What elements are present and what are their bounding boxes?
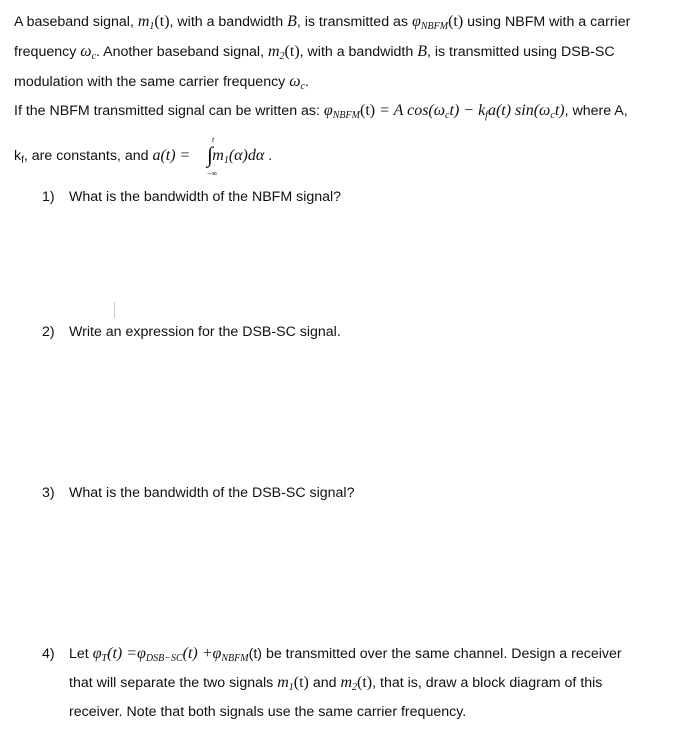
text: frequency: [14, 44, 77, 60]
intro-line-3: modulation with the same carrier frequency $\omega_c$.: [14, 73, 309, 92]
text: , is transmitted using DSB-SC: [426, 44, 615, 60]
integral-line: $k_f$, are constants, and $a(t) = m_1(\alpha)d\alpha$ .: [14, 147, 273, 166]
question-1-text: What is the bandwidth of the NBFM signal?: [69, 189, 342, 205]
text: using NBFM with a carrier: [467, 14, 631, 30]
m2-symbol: $m_2(t)$: [267, 43, 300, 62]
integral-sign: ∫: [207, 142, 214, 167]
question-4-number: 4): [42, 646, 55, 662]
omega-c-symbol: $\omega_c$: [289, 73, 305, 92]
integral-lower-limit: −∞: [207, 169, 218, 178]
text-cursor: [114, 302, 115, 318]
text: modulation with the same carrier frequency: [14, 74, 286, 90]
text: , with a bandwidth: [299, 44, 414, 60]
text: . Another baseband signal,: [96, 44, 265, 60]
question-2-text: Write an expression for the DSB-SC signal.: [69, 324, 341, 340]
question-1-number: 1): [42, 189, 55, 205]
question-4-line-2: that will separate the two signals $m_1(t)$ and $m_2(t)$, that is, draw a block diagram of this: [69, 674, 603, 693]
a-of-t: a(t) =: [152, 147, 191, 164]
question-3-text: What is the bandwidth of the DSB-SC signal?: [69, 485, 355, 501]
text: A baseband signal,: [14, 14, 134, 30]
text: , where A,: [564, 103, 628, 119]
question-4-line-1: Let $\varphi_T(t) =\varphi_{DSB-SC}(t) +\varphi_{NBFM}(t)$ be transmitted over the same channel. Design a receiver: [69, 645, 622, 664]
text: , is transmitted as: [296, 14, 409, 30]
bandwidth-symbol: B: [287, 13, 297, 30]
phi-nbfm-symbol: $\varphi_{NBFM}(t)$: [411, 13, 464, 32]
integral-upper-limit: t: [212, 135, 215, 144]
text: , with a bandwidth: [169, 14, 284, 30]
question-2-number: 2): [42, 324, 55, 340]
question-4-line-3: receiver. Note that both signals use the same carrier frequency.: [69, 704, 467, 720]
nbfm-equation-line: [14, 101, 628, 121]
intro-line-2: [14, 42, 615, 62]
m1-symbol: $m_1(t)$: [277, 674, 309, 693]
m2-symbol: $m_2(t)$: [340, 674, 373, 693]
m1-symbol: $m_1(t)$: [137, 13, 170, 32]
text: If the NBFM transmitted signal can be written as:: [14, 103, 320, 119]
nbfm-equation: $\varphi_{NBFM}(t) = A$ $\cos(\omega_ct) - k_fa(t)$ $\sin(\omega_ct)$: [323, 102, 565, 121]
integrand: $m_1(\alpha)d\alpha$: [212, 147, 265, 166]
omega-c-symbol: $\omega_c$: [80, 43, 97, 62]
question-3-number: 3): [42, 485, 55, 501]
text: , are constants, and: [23, 148, 149, 164]
phi-t-expression: $\varphi_T(t) =\varphi_{DSB-SC}(t) +\varphi_{NBFM}$: [92, 645, 249, 664]
bandwidth-symbol: B: [417, 43, 427, 60]
kf-symbol: $k_f$: [14, 148, 24, 166]
intro-line-1: [14, 12, 630, 32]
